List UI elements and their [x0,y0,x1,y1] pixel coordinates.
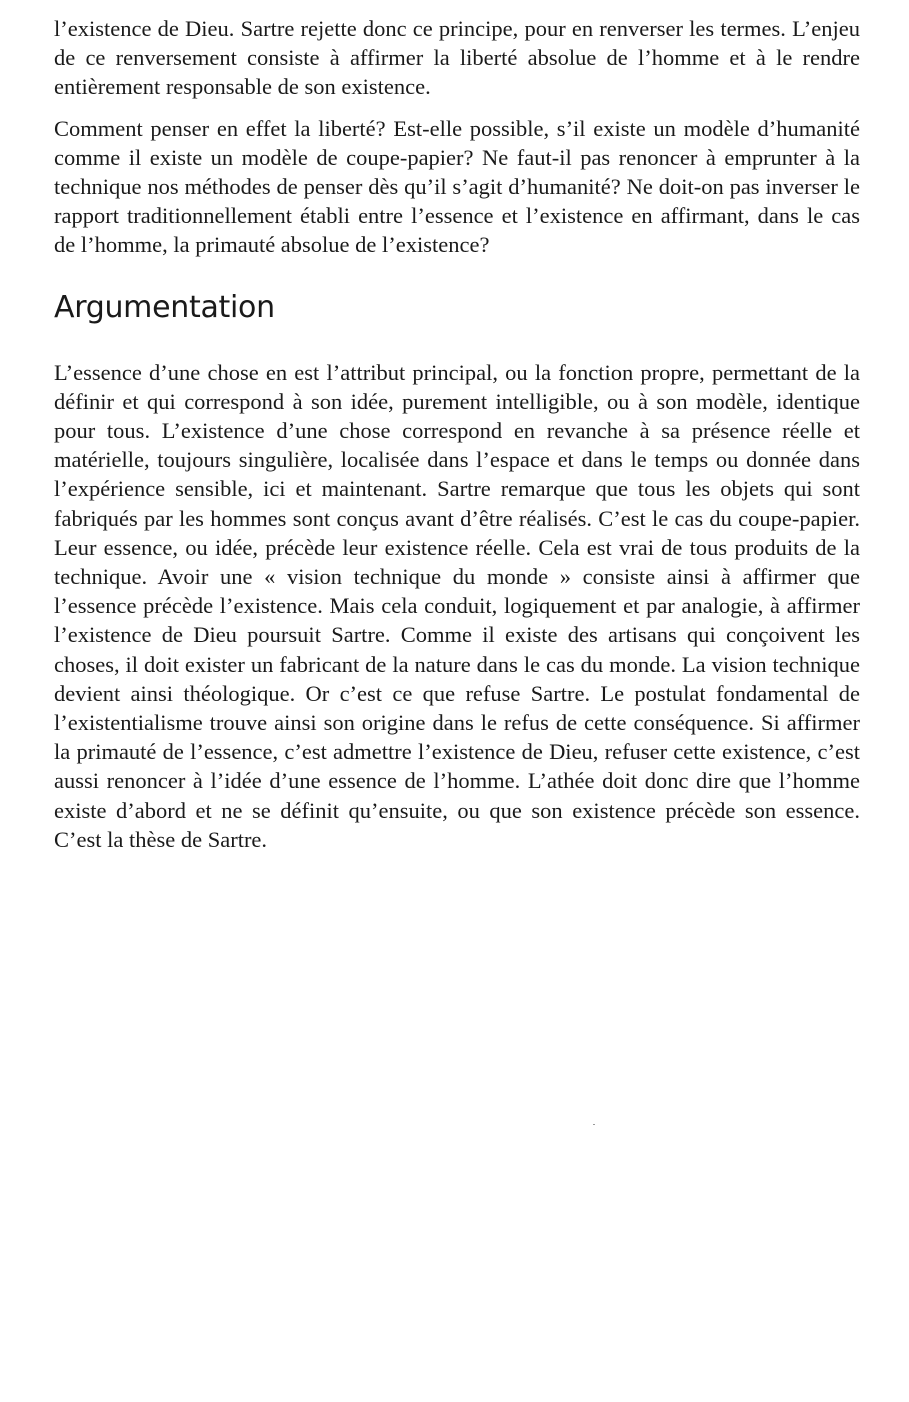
section-heading: Argumentation [54,289,275,325]
section-body-paragraph: L’essence d’une chose en est l’attribut principal, ou la fonction propre, permettant de la définir et qui correspond à son idée, purement intelligible, ou à son modèle, identique pour tous. L’existence d’une chose correspond en revanche à sa présence réelle et matérielle, toujours singulière, localisée dans l’espace et dans le temps ou donnée dans l’expérience sensible, ici et maintenant. Sartre remarque que tous les objets qui sont fabriqués par les hommes sont conçus avant d’être réalisés. C’est le cas du coupe-papier. Leur essence, ou idée, précède leur existence réelle. Cela est vrai de tous produits de la technique. Avoir une « vision technique du monde » consiste ainsi à affirmer que l’essence précède l’existence. Mais cela conduit, logiquement et par analogie, à affirmer l’existence de Dieu poursuit Sartre. Comme il existe des artisans qui conçoivent les choses, il doit exister un fabricant de la nature dans le cas du monde. La vision technique devient ainsi théologique. Or c’est ce que refuse Sartre. Le postulat fondamental de l’existentialisme trouve ainsi son origine dans le refus de cette conséquence. Si affirmer la primauté de l’essence, c’est admettre l’existence de Dieu, refuser cette existence, c’est aussi renoncer à l’idée d’une essence de l’homme. L’athée doit donc dire que l’homme existe d’abord et ne se définit qu’ensuite, ou que son existence précède son essence. C’est la thèse de Sartre. [54,359,860,852]
document-page [54,14,860,854]
intro-paragraph-1: l’existence de Dieu. Sartre rejette donc ce principe, pour en renverser les termes. L’enjeu de ce renversement consiste à affirmer la liberté absolue de l’homme et à le rendre entièrement responsable de son existence. [54,16,860,100]
intro-paragraph-2: Comment penser en effet la liberté? Est-elle possible, s’il existe un modèle d’humanité comme il existe un modèle de coupe-papier? Ne faut-il pas renoncer à emprunter à la technique nos méthodes de penser dès qu’il s’agit d’humanité? Ne doit-on pas inverser le rapport traditionnellement établi entre l’essence et l’existence en affirmant, dans le cas de l’homme, la primauté absolue de l’existence? [54,115,860,258]
scan-speck [593,1124,595,1125]
